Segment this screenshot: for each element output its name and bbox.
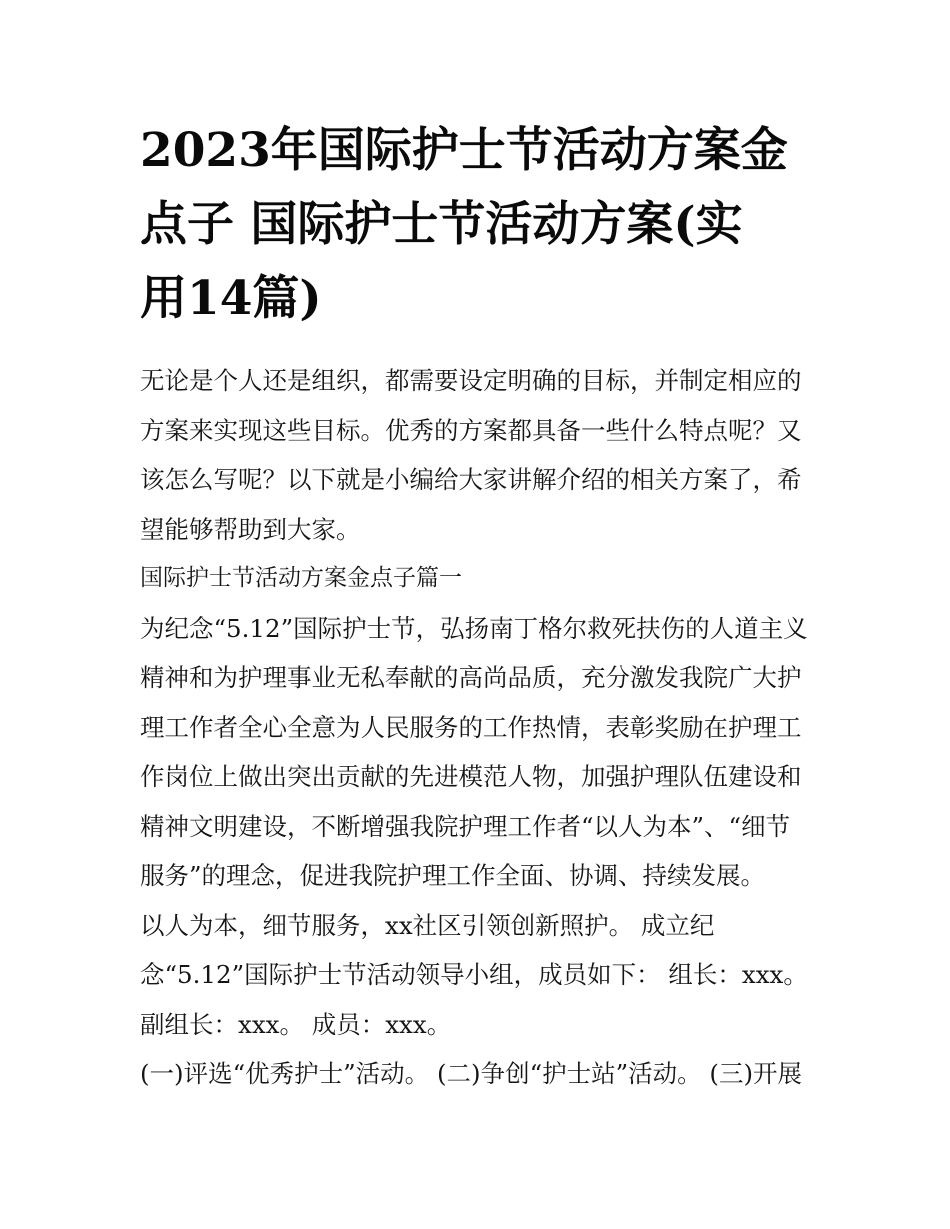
intro-line: 该怎么写呢？以下就是小编给大家讲解介绍的相关方案了，希 bbox=[140, 465, 802, 494]
paragraph-line: 作岗位上做出突出贡献的先进模范人物，加强护理队伍建设和 bbox=[140, 762, 802, 791]
paragraph-line: 精神文明建设，不断增强我院护理工作者“以人为本”、“细节 bbox=[140, 811, 791, 841]
title-line: 用14篇) bbox=[140, 271, 322, 326]
paragraph-line: 以人为本，细节服务，xx社区引领创新照护。 成立纪 bbox=[140, 910, 715, 940]
intro-line: 方案来实现这些目标。优秀的方案都具备一些什么特点呢？又 bbox=[140, 415, 802, 445]
paragraph-line: 服务”的理念，促进我院护理工作全面、协调、持续发展。 bbox=[140, 861, 766, 890]
section-heading: 国际护士节活动方案金点子篇一 bbox=[140, 565, 462, 591]
intro-line: 无论是个人还是组织，都需要设定明确的目标，并制定相应的 bbox=[140, 366, 802, 395]
paragraph-line: 为纪念“5.12”国际护士节，弘扬南丁格尔救死扶伤的人道主义 bbox=[140, 613, 808, 643]
title-line: 点子 国际护士节活动方案(实 bbox=[140, 197, 743, 252]
document-title bbox=[140, 114, 820, 336]
intro-line: 望能够帮助到大家。 bbox=[140, 514, 361, 544]
paragraph-line: (一)评选“优秀护士”活动。 (二)争创“护士站”活动。 (三)开展 bbox=[140, 1059, 803, 1088]
paragraph-line: 副组长：xxx。 成员：xxx。 bbox=[140, 1009, 452, 1039]
paragraph-line: 精神和为护理事业无私奉献的高尚品质，充分激发我院广大护 bbox=[140, 663, 802, 692]
paragraph-line: 念“5.12”国际护士节活动领导小组，成员如下： 组长：xxx。 bbox=[140, 960, 808, 989]
paragraph-line: 理工作者全心全意为人民服务的工作热情，表彰奖励在护理工 bbox=[140, 712, 802, 742]
title-line: 2023年国际护士节活动方案金 bbox=[140, 123, 788, 178]
document-body bbox=[140, 356, 830, 1099]
